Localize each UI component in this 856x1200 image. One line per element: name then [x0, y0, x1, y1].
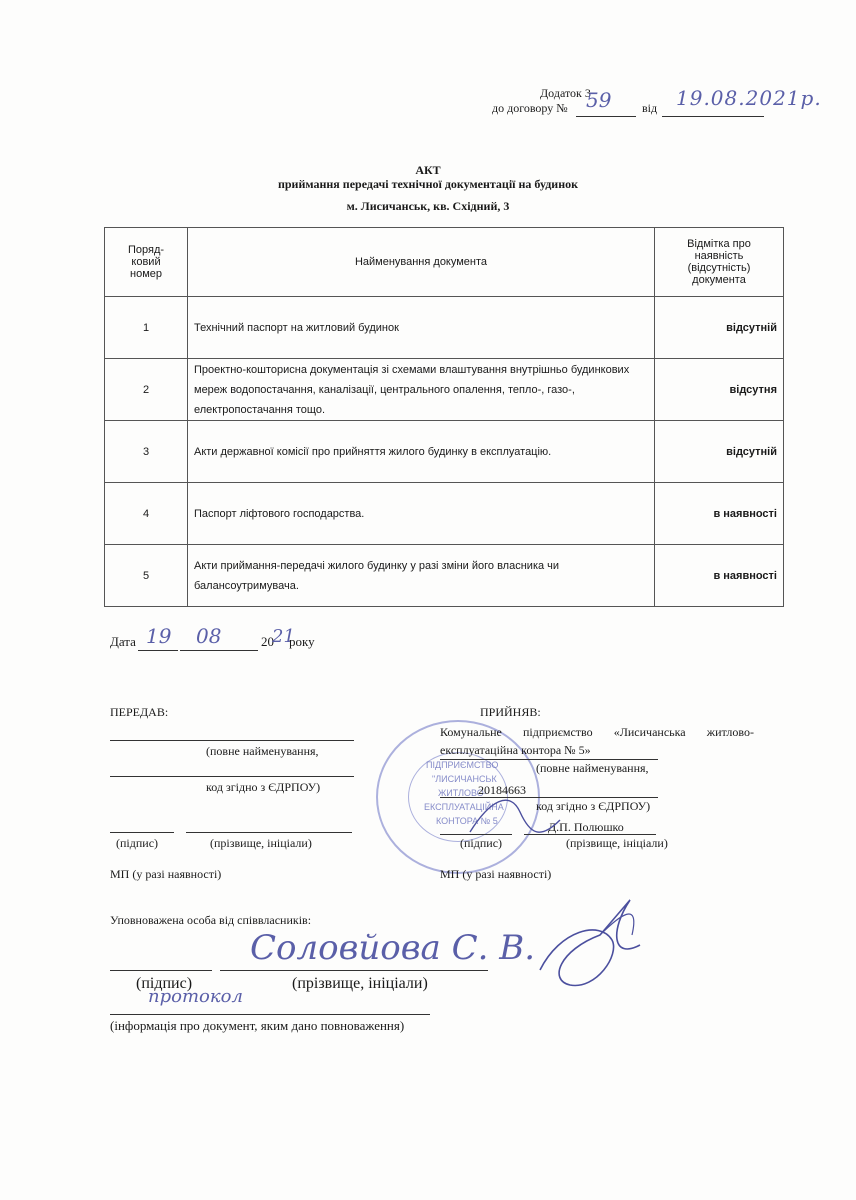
header-document-name: Найменування документа — [188, 228, 655, 297]
stamp-text-line: КОНТОРА № 5 — [436, 816, 498, 826]
row-number: 3 — [105, 421, 188, 483]
date-label: Дата — [110, 634, 136, 649]
authorized-sign-line — [110, 970, 212, 971]
row-number: 4 — [105, 483, 188, 545]
row-number: 2 — [105, 359, 188, 421]
authorized-signer-handwritten: Соловйова С. В. — [250, 928, 536, 968]
accepted-edrpou-line — [440, 797, 658, 798]
row-number: 1 — [105, 297, 188, 359]
header-number: Поряд- ковий номер — [105, 228, 188, 297]
date-month-handwritten: 08 — [196, 624, 222, 648]
documents-table — [104, 227, 784, 607]
transferred-signer-line — [186, 832, 352, 833]
transferred-name-label: (повне найменування, — [206, 744, 319, 758]
row-document-name: Акти державної комісії про прийняття жилого будинку в експлуатацію. — [188, 421, 655, 483]
date-year-handwritten: 21 — [272, 626, 295, 647]
transferred-title: ПЕРЕДАВ: — [110, 705, 169, 719]
authorized-signer-line — [220, 970, 488, 971]
row-document-name: Паспорт ліфтового господарства. — [188, 483, 655, 545]
transferred-edrpou-label: код згідно з ЄДРПОУ) — [206, 780, 321, 794]
accepted-name-label: (повне найменування, — [536, 761, 649, 775]
contract-number-line — [576, 116, 636, 117]
authorization-document-handwritten: протокол — [148, 986, 243, 1007]
transferred-name-line — [110, 740, 354, 741]
accepted-edrpou-label: код згідно з ЄДРПОУ) — [536, 799, 651, 813]
accepted-org-line1: Комунальне підприємство «Лисичанська житлово- — [440, 725, 754, 739]
stamp-text-line: ЖИТЛОВО- — [438, 788, 487, 798]
stamp-text-line: ЕКСПЛУАТАЦІЙНА — [424, 802, 504, 812]
date-month-line — [180, 650, 258, 651]
accepted-sign-label: (підпис) — [460, 836, 503, 850]
table-row — [105, 297, 784, 359]
authorized-signature-tail-icon — [600, 914, 634, 935]
authorized-signature-icon — [540, 900, 640, 985]
row-document-name: Проектно-кошторисна документація зі схемами влаштування внутрішньо будинкових мереж водопостачання, каналізації, центрального опалення, тепло-, газо-, електропостачання тощо. — [188, 359, 655, 421]
table-row — [105, 359, 784, 421]
transferred-sign-label: (підпис) — [116, 836, 159, 850]
contract-date-line — [662, 116, 764, 117]
accepted-signer-line — [524, 834, 656, 835]
authorization-document-line — [110, 1014, 430, 1015]
date-day-line — [138, 650, 178, 651]
accepted-org-line2: експлуатаційна контора № 5» — [440, 743, 591, 757]
stamp-text-line: ПІДПРИЄМСТВО — [426, 760, 499, 770]
transferred-signer-label: (прізвище, ініціали) — [210, 836, 312, 850]
act-address: м. Лисичанськ, кв. Східний, 3 — [346, 199, 510, 213]
header-status: Відмітка про наявність (відсутність) документа — [655, 228, 784, 297]
row-status: відсутній — [655, 297, 784, 359]
date-year-prefix: 20 — [261, 634, 274, 649]
accepted-edrpou-value: 20184663 — [478, 783, 526, 797]
authorized-signer-label: (прізвище, ініціали) — [292, 975, 428, 992]
row-status: в наявності — [655, 483, 784, 545]
accepted-sign-line — [440, 834, 512, 835]
contract-number-label: до договору № — [492, 101, 568, 115]
accepted-title: ПРИЙНЯВ: — [480, 705, 541, 719]
row-status: відсутня — [655, 359, 784, 421]
authorized-person-label: Уповноважена особа від співвласників: — [110, 913, 312, 927]
accepted-signer-label: (прізвище, ініціали) — [566, 836, 668, 850]
contract-date-handwritten: 19.08.2021р. — [676, 86, 822, 110]
act-subtitle: приймання передачі технічної документації на будинок — [277, 177, 579, 191]
accepted-seal-label: МП (у разі наявності) — [440, 867, 552, 881]
table-header-row — [105, 228, 784, 297]
row-document-name: Акти приймання-передачі жилого будинку у разі зміни його власника чи балансоутримувача. — [188, 545, 655, 607]
authorization-document-label: (інформація про документ, яким дано повноваження) — [110, 1018, 405, 1033]
act-title: АКТ — [415, 163, 441, 177]
accepted-org-line — [440, 759, 658, 760]
table-row — [105, 483, 784, 545]
row-status: в наявності — [655, 545, 784, 607]
date-year-suffix: року — [289, 634, 315, 649]
date-day-handwritten: 19 — [146, 624, 172, 648]
transferred-sign-line — [110, 832, 174, 833]
transferred-seal-label: МП (у разі наявності) — [110, 867, 222, 881]
transferred-edrpou-line — [110, 776, 354, 777]
row-document-name: Технічний паспорт на житловий будинок — [188, 297, 655, 359]
row-number: 5 — [105, 545, 188, 607]
authorized-sign-label: (підпис) — [136, 975, 193, 992]
accepted-signer-name: Д.П. Полюшко — [548, 820, 624, 834]
contract-date-label: від — [642, 101, 658, 115]
row-status: відсутній — [655, 421, 784, 483]
stamp-text-line: "ЛИСИЧАНСЬК — [432, 774, 497, 784]
table-row — [105, 545, 784, 607]
annex-label: Додаток 3 — [540, 86, 591, 100]
table-row — [105, 421, 784, 483]
contract-number-handwritten: 59 — [586, 88, 612, 112]
